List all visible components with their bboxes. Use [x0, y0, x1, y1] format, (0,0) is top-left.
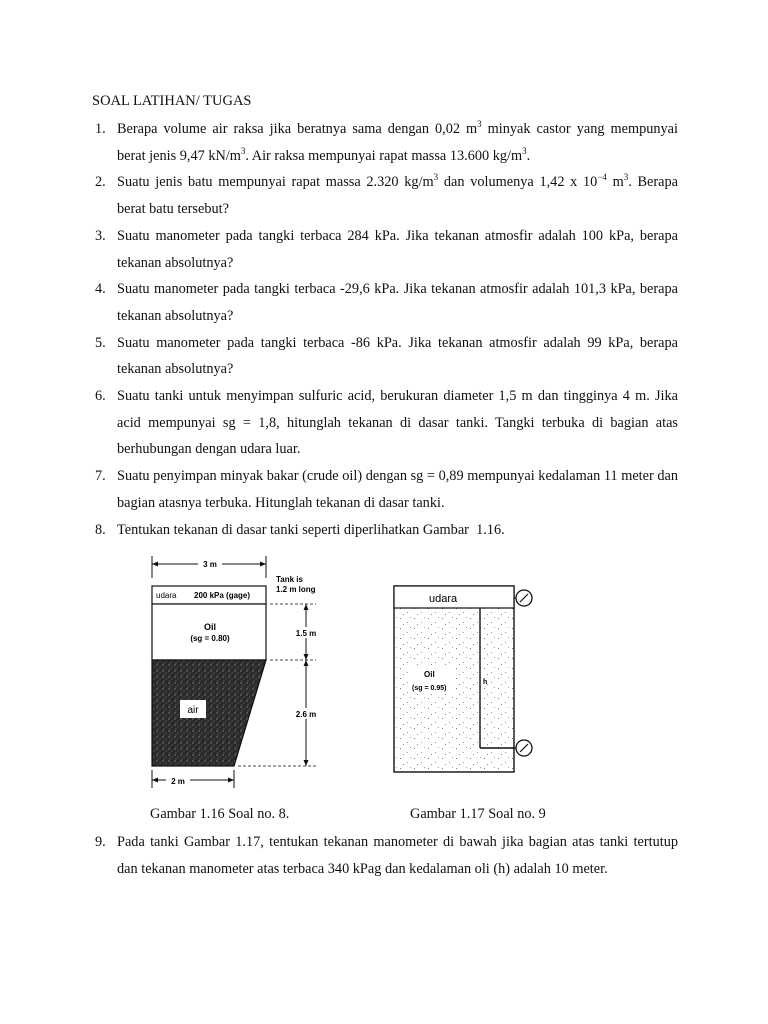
- question-number: 3.: [95, 227, 106, 244]
- fig1-air-depth-label: 2.6 m: [295, 710, 317, 719]
- question-text: Suatu manometer pada tangki terbaca -29,6 kPa. Jika tekanan atmosfir adalah 101,3 kPa, berapa tekanan absolutnya?: [117, 281, 678, 324]
- fig2-oil-label: Oil: [424, 670, 435, 679]
- question-number: 2.: [95, 174, 106, 191]
- question-item: [92, 829, 678, 882]
- fig1-tank-note-1: Tank is: [276, 575, 303, 584]
- fig2-h-label: h: [483, 679, 488, 686]
- question-text: Suatu jenis batu mempunyai rapat massa 2.320 $kg/m^3$ dan volumenya 1,42 x $10^{-4}$ $m^3$. Berapa berat batu tersebut?: [117, 172, 678, 218]
- question-item: [92, 517, 678, 544]
- figure-1-17-caption: Gambar 1.17 Soal no. 9: [410, 806, 546, 822]
- question-item: [92, 276, 678, 329]
- fig1-pressure-label: 200 kPa (gage): [194, 591, 251, 600]
- fig1-oil-depth-label: 1.5 m: [295, 629, 317, 638]
- fig1-bottom-width-label: 2 m: [171, 777, 185, 786]
- question-number: 6.: [95, 388, 106, 405]
- figure-1-16-caption: Gambar 1.16 Soal no. 8.: [150, 806, 290, 822]
- question-item: [92, 223, 678, 276]
- fig1-udara-label: udara: [156, 591, 177, 600]
- fig1-air-label: air: [187, 705, 199, 716]
- question-list: [92, 116, 678, 543]
- question-9-list: [92, 829, 678, 882]
- question-text: Tentukan tekanan di dasar tanki seperti diperlihatkan Gambar 1.16.: [117, 521, 505, 538]
- figure-1-16-tank-diagram: [138, 550, 348, 800]
- question-number: 1.: [95, 121, 106, 137]
- question-text: Suatu manometer pada tangki terbaca -86 kPa. Jika tekanan atmosfir adalah 99 kPa, berapa tekanan absolutnya?: [117, 334, 678, 378]
- page-heading: SOAL LATIHAN/ TUGAS: [92, 93, 252, 109]
- fig2-oil-sg-label: (sg = 0.95): [412, 685, 447, 692]
- fig1-oil-label: Oil: [203, 622, 217, 632]
- question-text: Suatu manometer pada tangki terbaca 284 kPa. Jika tekanan atmosfir adalah 100 kPa, berapa tekanan absolutnya?: [117, 227, 678, 271]
- fig1-oil-sg-label: (sg = 0.80): [190, 634, 230, 643]
- question-item: [92, 330, 678, 383]
- question-item: [92, 383, 678, 463]
- fig1-tank-note-2: 1.2 m long: [276, 585, 316, 594]
- question-text: Suatu penyimpan minyak bakar (crude oil) dengan sg = 0,89 mempunyai kedalaman 11 meter dan bagian atasnya terbuka. Hitunglah tekanan di dasar tanki.: [117, 468, 678, 511]
- question-number: 8.: [95, 521, 106, 538]
- question-text: Pada tanki Gambar 1.17, tentukan tekanan manometer di bawah jika bagian atas tanki tertutup dan tekanan manometer atas terbaca 340 kPag dan kedalaman oli (h) adalah 10 meter.: [117, 834, 678, 877]
- question-item: [92, 169, 678, 222]
- question-item: [92, 116, 678, 169]
- question-item: [92, 463, 678, 516]
- question-text: Berapa volume air raksa jika beratnya sama dengan 0,02 $m^3$ minyak castor yang mempunyai berat jenis 9,47 $kN/m^3$. Air raksa mempunyai rapat massa 13.600 $kg/m^3$.: [117, 119, 679, 164]
- question-text: Suatu tanki untuk menyimpan sulfuric acid, berukuran diameter 1,5 m dan tingginya 4 m. Jika acid mempunyai sg = 1,8, hitunglah tekanan di dasar tanki. Tangki terbuka di bagian atas berhubungan dengan udara luar.: [117, 388, 678, 458]
- fig1-width-label: 3 m: [203, 560, 217, 569]
- fig1-bottom-fluid: [152, 660, 266, 766]
- figure-1-17-tank-diagram: [384, 576, 546, 776]
- question-number: 4.: [95, 281, 106, 298]
- question-number: 5.: [95, 334, 106, 351]
- question-number: 7.: [95, 468, 106, 485]
- fig2-udara-label: udara: [429, 593, 458, 605]
- question-number: 9.: [95, 834, 106, 850]
